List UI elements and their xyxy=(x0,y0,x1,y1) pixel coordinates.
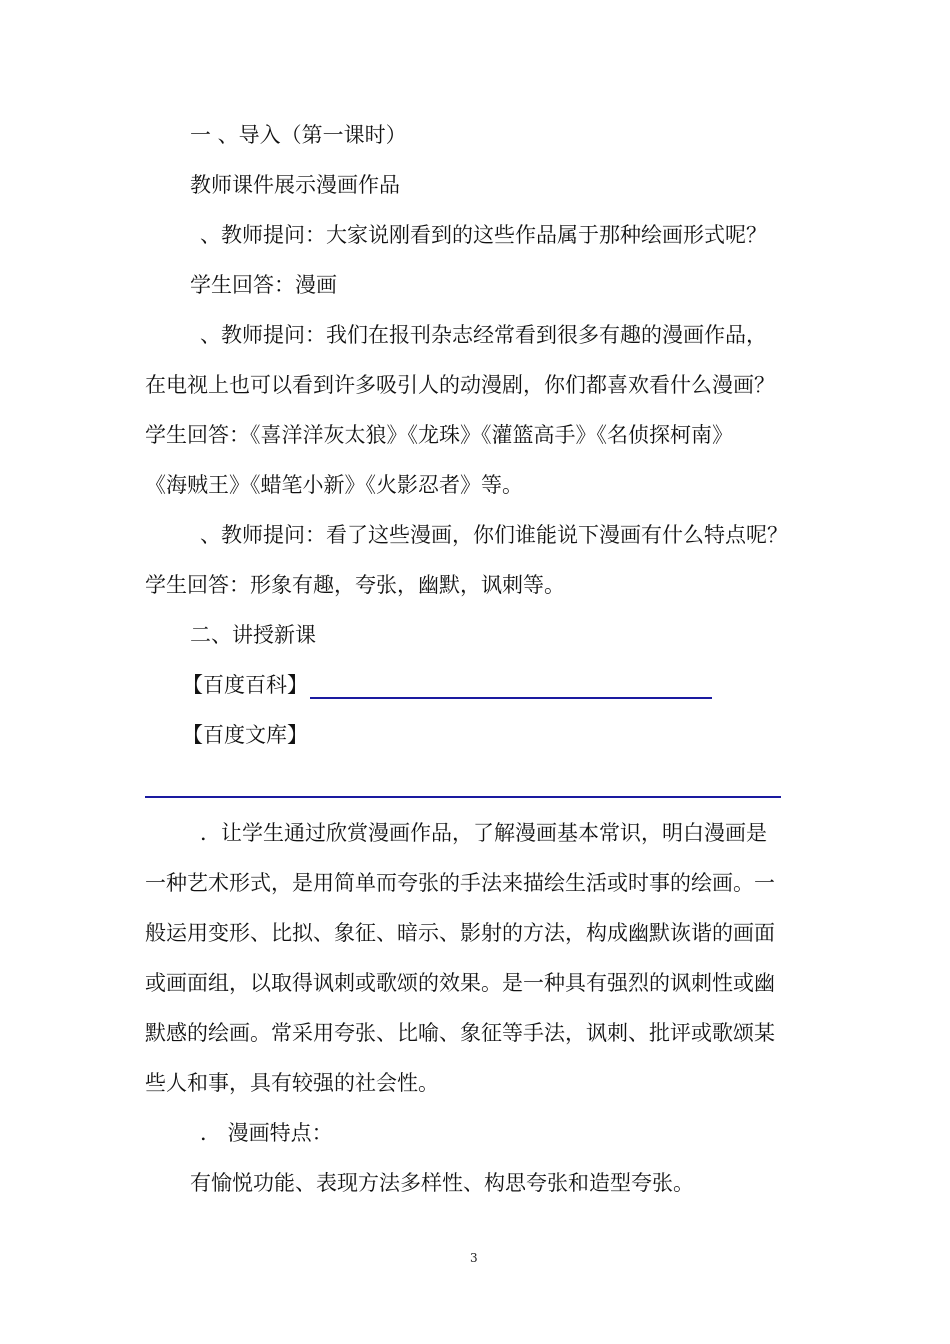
text-line: 《海贼王》《蜡笔小新》《火影忍者》等。 xyxy=(145,473,523,497)
text-line: 一 、导入（第一课时） xyxy=(190,123,407,147)
text-line: ．让学生通过欣赏漫画作品，了解漫画基本常识，明白漫画是 xyxy=(200,821,767,845)
text-line: 默感的绘画。常采用夸张、比喻、象征等手法，讽刺、批评或歌颂某 xyxy=(145,1021,775,1045)
baidu-wenku-label: 【百度文库】 xyxy=(182,723,308,747)
baidu-baike-label: 【百度百科】 xyxy=(182,673,308,697)
text-line: 、教师提问：看了这些漫画，你们谁能说下漫画有什么特点呢？ xyxy=(200,523,788,547)
text-line: 学生回答：漫画 xyxy=(190,273,337,297)
text-line: 、教师提问：大家说刚看到的这些作品属于那种绘画形式呢？ xyxy=(200,223,767,247)
text-line: 有愉悦功能、表现方法多样性、构思夸张和造型夸张。 xyxy=(190,1171,694,1195)
text-line: ． 漫画特点： xyxy=(200,1121,333,1145)
page-number: 3 xyxy=(470,1251,478,1265)
text-line: 在电视上也可以看到许多吸引人的动漫剧，你们都喜欢看什么漫画？ xyxy=(145,373,775,397)
text-line: 教师课件展示漫画作品 xyxy=(190,173,400,197)
blank-underline xyxy=(145,796,781,798)
section-heading: 二、讲授新课 xyxy=(190,623,316,647)
blank-underline xyxy=(310,697,712,699)
text-line: 、教师提问：我们在报刊杂志经常看到很多有趣的漫画作品， xyxy=(200,323,767,347)
text-line: 般运用变形、比拟、象征、暗示、影射的方法，构成幽默诙谐的画面 xyxy=(145,921,775,945)
text-line: 一种艺术形式，是用简单而夸张的手法来描绘生活或时事的绘画。一 xyxy=(145,871,775,895)
text-line: 学生回答：《喜洋洋灰太狼》《龙珠》《灌篮高手》《名侦探柯南》 xyxy=(145,423,733,447)
text-line: 或画面组，以取得讽刺或歌颂的效果。是一种具有强烈的讽刺性或幽 xyxy=(145,971,775,995)
text-line: 学生回答：形象有趣，夸张，幽默，讽刺等。 xyxy=(145,573,565,597)
text-line: 些人和事，具有较强的社会性。 xyxy=(145,1071,439,1095)
